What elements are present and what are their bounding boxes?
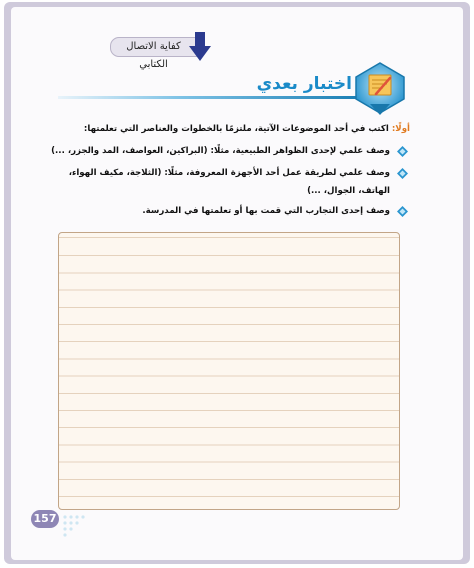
bullet-text: وصف علمي لطريقة عمل أحد الأجهزة المعروفة، مثلًا: (الثلاجة، مكيف الهواء، الهاتف، الجوال، ...) [68, 168, 390, 196]
title-underline [58, 96, 358, 99]
page-title: اختبار بعدي [256, 74, 352, 94]
diamond-bullet-icon [397, 206, 408, 217]
section-number: أولًا: [391, 124, 410, 134]
bullet-text: وصف علمي لإحدى الظواهر الطبيعية، مثلًا: (البراكين، العواصف، المد والجزر، ...) [51, 146, 390, 156]
instructions-intro [58, 122, 410, 136]
intro-text: اكتب في أحد الموضوعات الآتية، ملتزمًا بالخطوات والعناصر التي تعلمتها: [83, 124, 389, 134]
footer-decoration [60, 512, 120, 542]
bullet-text: وصف إحدى التجارب التي قمت بها أو تعلمتها في المدرسة. [142, 206, 390, 216]
down-arrow-icon [189, 32, 211, 62]
section-label: كفاية الاتصال الكتابي [126, 41, 181, 70]
page-number: 157 [31, 510, 59, 528]
writing-area[interactable] [58, 232, 400, 510]
section-tab [110, 37, 197, 70]
diamond-bullet-icon [397, 168, 408, 179]
diamond-bullet-icon [397, 146, 408, 157]
pencil-paper-icon [352, 60, 408, 116]
